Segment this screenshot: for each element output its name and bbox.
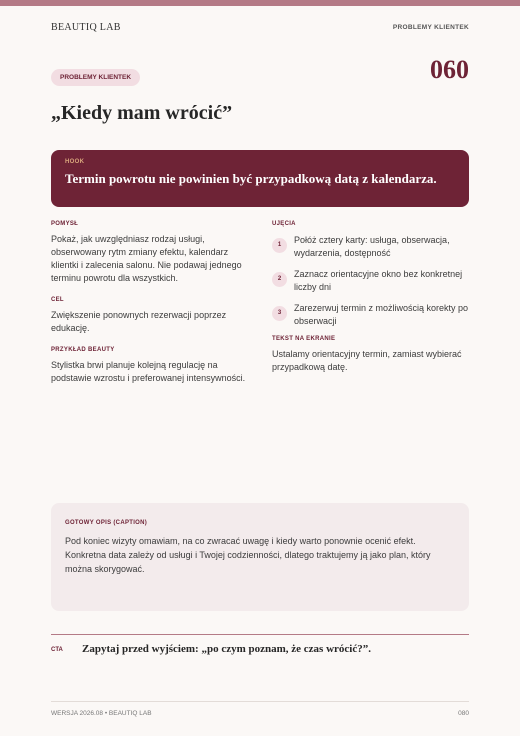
footer-divider <box>51 701 469 702</box>
right-column <box>272 221 472 374</box>
brand-name: BEAUTIQ LAB <box>51 22 121 33</box>
example-label: PRZYKŁAD BEAUTY <box>51 347 115 353</box>
goal-label: CEL <box>51 297 64 303</box>
left-column <box>51 221 256 397</box>
onscreen-text-label: TEKST NA EKRANIE <box>272 336 336 342</box>
caption-text: Pod koniec wizyty omawiam, na co zwracać uwagę i kiedy warto ponownie ocenić efekt. Konkretna data zależy od usługi i Twojej codzienności, dlatego traktujemy ją jako plan, który można skorygować. <box>65 536 431 574</box>
step-number-badge: 1 <box>272 238 287 253</box>
footer-page-number: 080 <box>458 710 469 717</box>
idea-label: POMYSŁ <box>51 221 79 227</box>
shot-item <box>272 234 472 260</box>
idea-block <box>51 221 256 285</box>
example-block <box>51 347 256 385</box>
hook-label: HOOK <box>65 159 85 165</box>
example-text: Stylistka brwi planuje kolejną regulację na podstawie wzrostu i preferowanej intensywności. <box>51 360 246 383</box>
category-pill: PROBLEMY KLIENTEK <box>51 69 140 86</box>
page-number-large: 060 <box>430 55 469 84</box>
cta-divider <box>51 634 469 635</box>
step-number-badge: 3 <box>272 306 287 321</box>
step-number-badge: 2 <box>272 272 287 287</box>
cta-text: Zapytaj przed wyjściem: „po czym poznam, że czas wrócić?”. <box>82 643 371 655</box>
top-accent-stripe <box>0 0 520 6</box>
goal-text: Zwiększenie ponownych rezerwacji poprzez edukację. <box>51 310 227 333</box>
hook-card <box>51 150 469 207</box>
shot-text: Zaznacz orientacyjne okno bez konkretnej liczby dni <box>294 269 463 292</box>
hook-text: Termin powrotu nie powinien być przypadkową datą z kalendarza. <box>65 171 437 186</box>
caption-box <box>51 503 469 611</box>
goal-block <box>51 297 256 335</box>
idea-text: Pokaż, jak uwzględniasz rodzaj usługi, obserwowany rytm zmiany efektu, kalendarz klientki i zalecenia salonu. Nie podawaj jednego terminu powrotu dla wszystkich. <box>51 234 242 283</box>
shot-item <box>272 268 472 294</box>
shots-list <box>272 234 472 328</box>
cta-label: CTA <box>51 647 63 653</box>
page-title: „Kiedy mam wrócić” <box>51 102 233 124</box>
header-section-label: PROBLEMY KLIENTEK <box>392 24 469 31</box>
caption-label: GOTOWY OPIS (CAPTION) <box>65 520 148 526</box>
footer-version: WERSJA 2026.08 • BEAUTIQ LAB <box>51 710 152 717</box>
shot-item <box>272 302 472 328</box>
shots-label: UJĘCIA <box>272 221 296 227</box>
onscreen-text: Ustalamy orientacyjny termin, zamiast wybierać przypadkową datę. <box>272 349 462 372</box>
shot-text: Zarezerwuj termin z możliwością korekty po obserwacji <box>294 303 469 326</box>
shot-text: Połóż cztery karty: usługa, obserwacja, wydarzenia, dostępność <box>294 235 450 258</box>
